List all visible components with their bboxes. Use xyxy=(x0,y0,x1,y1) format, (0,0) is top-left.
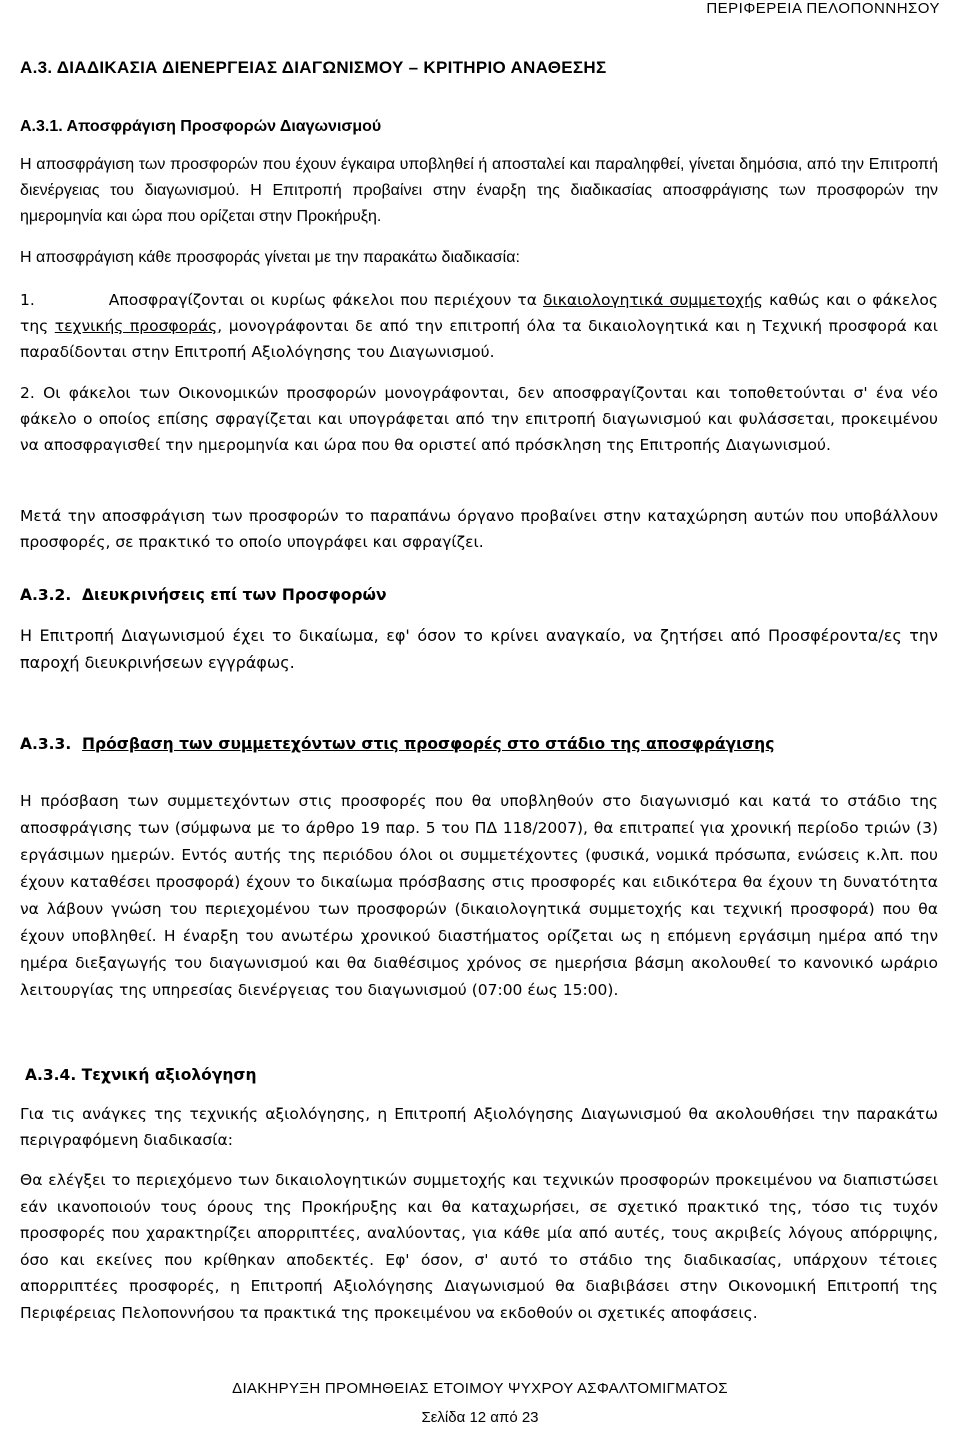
footer-title: ΔΙΑΚΗΡΥΞΗ ΠΡΟΜΗΘΕΙΑΣ ΕΤΟΙΜΟΥ ΨΥΧΡΟΥ ΑΣΦΑΛΤΟΜΙΓΜΑΤΟΣ xyxy=(232,1380,728,1397)
underlined-term: δικαιολογητικά συμμετοχής xyxy=(542,291,764,309)
paragraph-a32-1: Η Επιτροπή Διαγωνισμού έχει το δικαίωμα, εφ' όσον το κρίνει αναγκαίο, να ζητήσει από Προσφέροντα/ες την παροχή διευκρινήσεων εγγράφως. xyxy=(20,626,938,672)
list-item-number: 1. xyxy=(20,291,35,309)
list-item-1: 1. Αποσφραγίζονται οι κυρίως φάκελοι που περιέχουν τα δικαιολογητικά συμμετοχής καθώς και ο φάκελος της τεχνικής προσφοράς, μονογράφονται δε από την επιτροπή όλα τα δικαιολογητικά και η Τεχνική προσφορά και παραδίδονται στην Επιτροπή Αξιολόγησης του Διαγωνισμού. xyxy=(20,291,939,361)
paragraph-a34-2: Θα ελέγξει το περιεχόμενο των δικαιολογητικών συμμετοχής και τεχνικών προσφορών προκειμένου να διαπιστώσει εάν ικανοποιούν τους όρους της Προκήρυξης και θα καταχωρήσει, σε σχετικό πρακτικό της, τόσο τις τυχόν προσφορές που χαρακτηρίζει απορριπτέες, αναλύοντας, για κάθε μία από αυτές, τους ακριβείς λόγους απόρριψης, όσο και εκείνες που κρίθηκαν αποδεκτές. Εφ' όσον, σ' αυτό το στάδιο της διαδικασίας, υπάρχουν τέτοιες απορριπτέες προσφορές, η Επιτροπή Αξιολόγησης Διαγωνισμού θα διαβιβάσει στην Οικονομική Επιτροπή της Περιφέρειας Πελοποννήσου τα πρακτικά της προκειμένου να εκδοθούν οι σχετικές αποφάσεις. xyxy=(20,1171,938,1322)
list-item-2: 2. Οι φάκελοι των Οικονομικών προσφορών μονογράφονται, δεν αποσφραγίζονται και τοποθετούνται σ' ένα νέο φάκελο ο οποίος επίσης σφραγίζεται και υπογράφεται από την επιτροπή διαγωνισμού και φυλάσσεται, προκειμένου να αποσφραγισθεί την ημερομηνία και ώρα που θα οριστεί από πρόσκληση της Επιτροπής Διαγωνισμού. xyxy=(20,384,938,454)
subsection-title-a31: Α.3.1. Αποσφράγιση Προσφορών Διαγωνισμού xyxy=(20,118,382,135)
paragraph-a33-1: Η πρόσβαση των συμμετεχόντων στις προσφορές που θα υποβληθούν στο διαγωνισμό και κατά το στάδιο της αποσφράγισης των (σύμφωνα με το άρθρο 19 παρ. 5 του ΠΔ 118/2007), θα επιτραπεί για χρονική περίοδο τριών (3) εργάσιμων ημερών. Εντός αυτής της περιόδου όλοι οι συμμετέχοντες (φυσικά, νομικά πρόσωπα, ενώσεις κ.λπ. που έχουν καταθέσει προσφορά) έχουν το δικαίωμα πρόσβασης στις προσφορές και ειδικότερα θα έχουν τη δυνατότητα να λάβουν γνώση του περιεχομένου των προσφορών (δικαιολογητικά συμμετοχής και τεχνική προσφορά) που θα έχουν υποβληθεί. Η έναρξη του ανωτέρω χρονικού διαστήματος ορίζεται ως η επόμενη εργάσιμη ημέρα από την ημέρα διεξαγωγής του διαγωνισμού και θα διαθέσιμος χρόνος σε ημερήσια βάσμη ακολουθεί το κανονικό ωράριο λειτουργίας της υπηρεσίας διενέργειας του διαγωνισμού (07:00 έως 15:00). xyxy=(20,792,938,999)
paragraph-a31-3: Μετά την αποσφράγιση των προσφορών το παραπάνω όργανο προβαίνει στην καταχώρηση αυτών που υποβάλλουν προσφορές, σε πρακτικό το οποίο υπογράφει και σφραγίζει. xyxy=(20,507,938,551)
paragraph-a31-1: Η αποσφράγιση των προσφορών που έχουν έγκαιρα υποβληθεί ή αποσταλεί και παραληφθεί, γίνεται δημόσια, από την Επιτροπή διενέργειας του διαγωνισμού. Η Επιτροπή προβαίνει στην έναρξη της διαδικασίας αποσφράγισης των προσφορών την ημερομηνία και ώρα που ορίζεται στην Προκήρυξη. xyxy=(20,156,938,225)
running-header: ΠΕΡΙΦΕΡΕΙΑ ΠΕΛΟΠΟΝΝΗΣΟΥ xyxy=(706,0,940,17)
paragraph-a34-1: Για τις ανάγκες της τεχνικής αξιολόγησης, η Επιτροπή Αξιολόγησης Διαγωνισμού θα ακολουθήσει την παρακάτω περιγραφόμενη διαδικασία: xyxy=(20,1105,938,1149)
page-number: Σελίδα 12 από 23 xyxy=(421,1409,539,1426)
paragraph-a31-2: Η αποσφράγιση κάθε προσφοράς γίνεται με την παρακάτω διαδικασία: xyxy=(20,249,520,266)
underlined-term: τεχνικής προσφοράς xyxy=(54,317,218,335)
subsection-title-a34: Α.3.4. Τεχνική αξιολόγηση xyxy=(25,1066,257,1084)
subsection-title-a32: Α.3.2. Διευκρινήσεις επί των Προσφορών xyxy=(20,586,387,604)
subsection-title-a33: Α.3.3. Πρόσβαση των συμμετεχόντων στις προσφορές στο στάδιο της αποσφράγισης xyxy=(20,735,775,753)
section-title: Α.3. ΔΙΑΔΙΚΑΣΙΑ ΔΙΕΝΕΡΓΕΙΑΣ ΔΙΑΓΩΝΙΣΜΟΥ – ΚΡΙΤΗΡΙΟ ΑΝΑΘΕΣΗΣ xyxy=(20,58,607,77)
